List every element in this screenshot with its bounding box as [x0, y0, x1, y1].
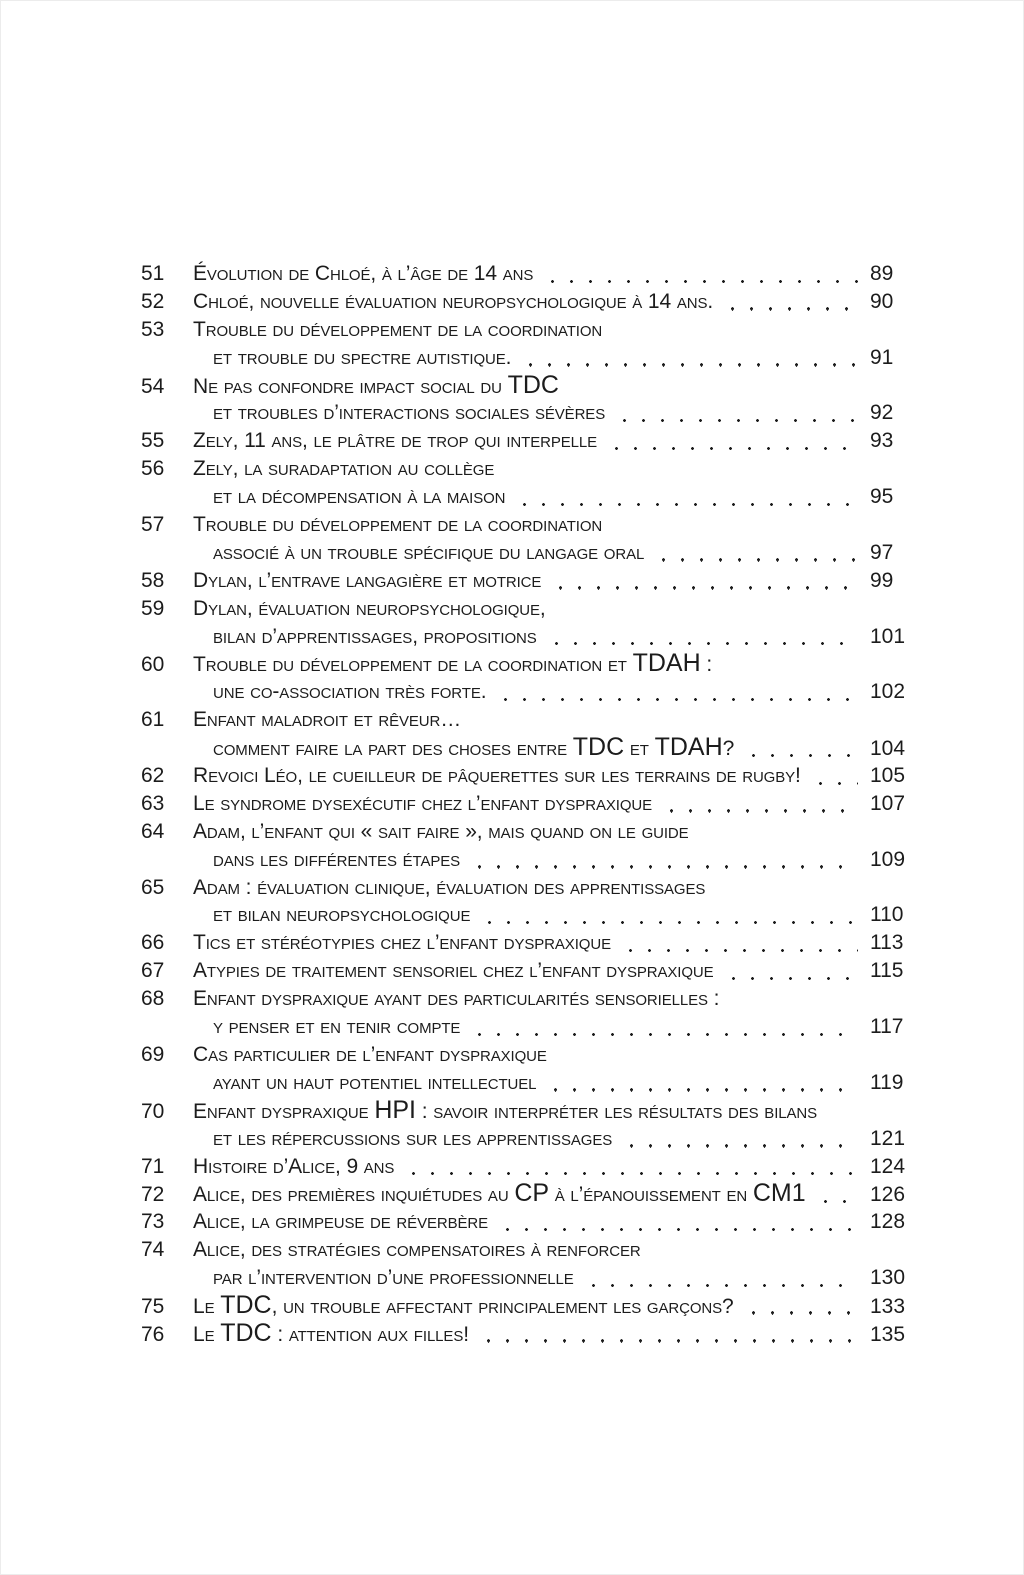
toc-line: [141, 623, 912, 651]
dot-leader: [615, 419, 858, 422]
dot-leader: [654, 558, 858, 561]
toc-line: [141, 901, 912, 929]
entry-number: 71: [141, 1154, 165, 1178]
page-number: 97: [870, 540, 894, 564]
entry-title: Tics et stéréotypies chez l’enfant dyspraxique: [193, 931, 611, 955]
entry-title: Le TDC, un trouble affectant principalement les garçons?: [193, 1291, 734, 1319]
entry-number: 68: [141, 987, 165, 1011]
toc-line: [141, 595, 912, 623]
entry-title: Zely, 11 ans, le plâtre de trop qui interpelle: [193, 429, 598, 453]
toc-line: [141, 1292, 912, 1320]
dot-leader: [515, 503, 858, 506]
page-number: 119: [870, 1070, 904, 1094]
toc-line: [141, 399, 912, 427]
page-number: 99: [870, 568, 894, 592]
entry-number: 58: [141, 568, 165, 592]
dot-leader: [479, 1339, 858, 1342]
entry-number: 73: [141, 1210, 165, 1234]
entry-title: associé à un trouble spécifique du langage oral: [213, 540, 645, 564]
entry-number: 75: [141, 1294, 165, 1318]
dot-leader: [621, 949, 858, 952]
page-number: 89: [870, 262, 894, 285]
entry-title: et troubles d’interactions sociales sévères: [213, 401, 606, 425]
toc-line: [141, 734, 912, 762]
entry-title: Zely, la suradaptation au collège: [193, 457, 495, 481]
dot-leader: [622, 1144, 858, 1147]
toc-line: [141, 957, 912, 985]
toc-line: [141, 483, 912, 511]
entry-title: Atypies de traitement sensoriel chez l’enfant dyspraxique: [193, 959, 714, 983]
entry-number: 70: [141, 1099, 165, 1123]
toc-line: [141, 678, 912, 706]
entry-number: 54: [141, 374, 165, 398]
toc-line: [141, 1180, 912, 1208]
entry-title: Adam, l’enfant qui « sait faire », mais quand on le guide: [193, 819, 689, 843]
entry-title: Trouble du développement de la coordination: [193, 513, 603, 537]
toc-line: [141, 455, 912, 483]
page-number: 121: [870, 1126, 906, 1150]
entry-title: Cas particulier de l’enfant dyspraxique: [193, 1042, 547, 1066]
entry-title: Trouble du développement de la coordination et TDAH :: [193, 650, 713, 678]
dot-leader: [404, 1172, 858, 1175]
dot-leader: [584, 1284, 858, 1287]
entry-title: et trouble du spectre autistique.: [213, 345, 512, 369]
dot-leader: [496, 698, 858, 701]
entry-title: ayant un haut potentiel intellectuel: [213, 1070, 537, 1094]
toc-line: [141, 1041, 912, 1069]
page-number: 107: [870, 791, 906, 815]
page-number: 113: [870, 931, 904, 955]
page-number: 91: [870, 345, 894, 369]
dot-leader: [811, 782, 858, 785]
page-number: 124: [870, 1154, 906, 1178]
page-number: 104: [870, 737, 906, 761]
dot-leader: [723, 307, 858, 310]
page-number: 95: [870, 485, 894, 509]
toc-line: [141, 316, 912, 344]
entry-title: Alice, la grimpeuse de réverbère: [193, 1210, 489, 1234]
entry-title: Adam : évaluation clinique, évaluation des apprentissages: [193, 875, 706, 899]
entry-title: Revoici Léo, le cueilleur de pâquerettes sur les terrains de rugby!: [193, 764, 801, 788]
entry-number: 74: [141, 1238, 165, 1262]
dot-leader: [547, 642, 858, 645]
entry-number: 59: [141, 596, 165, 620]
entry-title: Le syndrome dysexécutif chez l’enfant dyspraxique: [193, 791, 653, 815]
page-number: 110: [870, 903, 904, 927]
dot-leader: [521, 363, 858, 366]
entry-title: Alice, des stratégies compensatoires à renforcer: [193, 1238, 641, 1262]
dot-leader: [816, 1200, 858, 1203]
entry-number: 65: [141, 875, 165, 899]
entry-number: 64: [141, 819, 165, 843]
entry-number: 67: [141, 959, 165, 983]
toc-line: [141, 1125, 912, 1153]
entry-number: 57: [141, 513, 165, 537]
page-number: 93: [870, 429, 894, 453]
page-number: 109: [870, 847, 906, 871]
entry-number: 69: [141, 1042, 165, 1066]
entry-number: 51: [141, 262, 165, 285]
toc-line: [141, 650, 912, 678]
entry-title: y penser et en tenir compte: [213, 1015, 461, 1039]
toc-line: [141, 762, 912, 790]
toc-line: [141, 372, 912, 400]
toc-line: [141, 427, 912, 455]
dot-leader: [744, 754, 858, 757]
page-number: 105: [870, 764, 906, 788]
page-number: 90: [870, 289, 894, 313]
entry-number: 72: [141, 1183, 165, 1207]
dot-leader: [662, 809, 858, 812]
toc-line: [141, 1153, 912, 1181]
entry-title: une co-association très forte.: [213, 680, 487, 704]
toc-line: [141, 567, 912, 595]
toc-line: [141, 1097, 912, 1125]
entry-number: 52: [141, 289, 165, 313]
entry-title: Évolution de Chloé, à l’âge de 14 ans: [193, 262, 534, 285]
toc-line: [141, 846, 912, 874]
entry-title: dans les différentes étapes: [213, 847, 461, 871]
page-number: 130: [870, 1266, 906, 1290]
entry-number: 56: [141, 457, 165, 481]
toc-line: [141, 1208, 912, 1236]
entry-title: Trouble du développement de la coordination: [193, 317, 603, 341]
toc-line: [141, 1013, 912, 1041]
entry-title: Enfant dyspraxique ayant des particularités sensorielles :: [193, 987, 720, 1011]
entry-number: 62: [141, 764, 165, 788]
toc-line: [141, 344, 912, 372]
toc-line: [141, 1069, 912, 1097]
dot-leader: [724, 977, 858, 980]
entry-number: 53: [141, 317, 165, 341]
entry-title: Alice, des premières inquiétudes au CP à l’épanouissement en CM1: [193, 1180, 806, 1208]
entry-title: et les répercussions sur les apprentissages: [213, 1126, 613, 1150]
toc-line: [141, 511, 912, 539]
dot-leader: [498, 1228, 858, 1231]
entry-number: 66: [141, 931, 165, 955]
entry-number: 55: [141, 429, 165, 453]
page-number: 92: [870, 401, 894, 425]
toc-line: [141, 1264, 912, 1292]
entry-title: bilan d’apprentissages, propositions: [213, 624, 537, 648]
page-number: 128: [870, 1210, 906, 1234]
entry-title: et la décompensation à la maison: [213, 485, 506, 509]
page-number: 115: [870, 959, 904, 983]
entry-number: 61: [141, 708, 165, 732]
toc-line: [141, 706, 912, 734]
entry-title: comment faire la part des choses entre TDC et TDAH?: [213, 734, 735, 762]
entry-number: 63: [141, 791, 165, 815]
dot-leader: [546, 1088, 858, 1091]
entry-title: Le TDC : attention aux filles!: [193, 1319, 469, 1347]
dot-leader: [470, 865, 858, 868]
entry-title: Dylan, l’entrave langagière et motrice: [193, 568, 542, 592]
page-number: 126: [870, 1183, 906, 1207]
toc-list: [141, 260, 912, 1348]
entry-title: et bilan neuropsychologique: [213, 903, 471, 927]
dot-leader: [607, 447, 858, 450]
toc-line: [141, 790, 912, 818]
dot-leader: [470, 1033, 858, 1036]
toc-line: [141, 288, 912, 316]
page-number: 133: [870, 1294, 906, 1318]
entry-number: 76: [141, 1322, 165, 1346]
entry-title: Ne pas confondre impact social du TDC: [193, 371, 559, 399]
toc-line: [141, 818, 912, 846]
entry-title: Enfant dyspraxique HPI : savoir interpréter les résultats des bilans: [193, 1096, 818, 1124]
toc-line: [141, 260, 912, 288]
dot-leader: [543, 280, 858, 283]
page-number: 135: [870, 1322, 906, 1346]
entry-title: Histoire d’Alice, 9 ans: [193, 1154, 395, 1178]
entry-title: Chloé, nouvelle évaluation neuropsychologique à 14 ans.: [193, 289, 714, 313]
dot-leader: [744, 1311, 858, 1314]
entry-title: Dylan, évaluation neuropsychologique,: [193, 596, 546, 620]
toc-line: [141, 874, 912, 902]
toc-line: [141, 985, 912, 1013]
entry-title: Enfant maladroit et rêveur…: [193, 708, 462, 732]
toc-line: [141, 539, 912, 567]
entry-number: 60: [141, 653, 165, 677]
page-number: 101: [870, 624, 906, 648]
toc-line: [141, 1320, 912, 1348]
toc-line: [141, 929, 912, 957]
dot-leader: [551, 586, 858, 589]
entry-title: par l’intervention d’une professionnelle: [213, 1266, 574, 1290]
page-number: 117: [870, 1015, 904, 1039]
toc-line: [141, 1236, 912, 1264]
dot-leader: [480, 921, 858, 924]
page-number: 102: [870, 680, 906, 704]
